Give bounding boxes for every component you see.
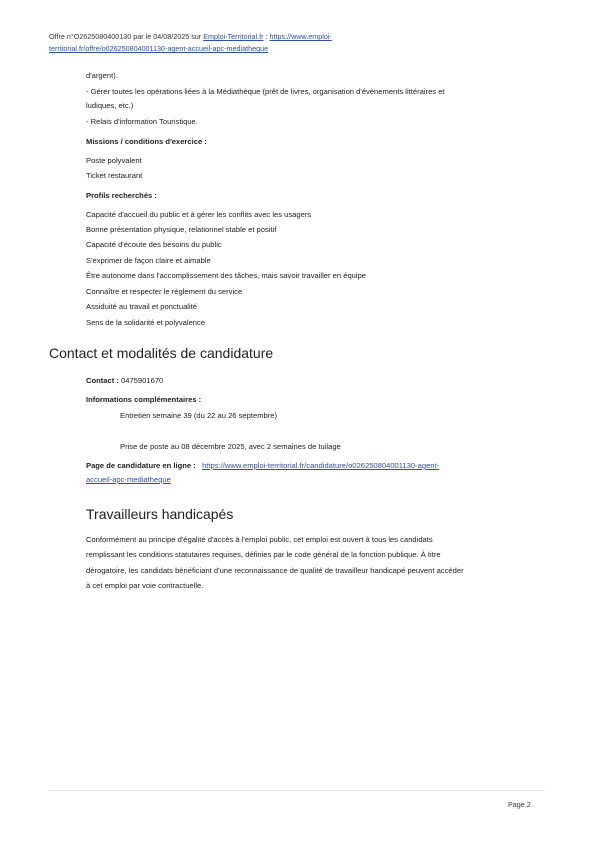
conditions-item: Ticket restaurant (86, 171, 143, 180)
info-line: Prise de poste au 08 décembre 2025, avec 2 semaines de tuilage (120, 442, 341, 451)
profil-item: S'exprimer de façon claire et aimable (86, 256, 211, 265)
application-page-row-2 (86, 476, 171, 484)
conditions-heading: Missions / conditions d'exercice : (86, 137, 207, 146)
handicap-line: Conformément au principe d'égalité d'accès à l'emploi public, cet emploi est ouvert à tous les candidats (86, 535, 433, 544)
offer-url-link-part2[interactable]: territorial.fr/offre/o026250804001130-agent-accueil-apc-mediatheque (49, 44, 269, 53)
handicap-section-title: Travailleurs handicapés (86, 506, 234, 522)
application-page-link-cont[interactable]: accueil-apc-mediatheque (86, 475, 171, 484)
contact-phone: 0475901670 (121, 376, 164, 385)
contact-row (86, 377, 163, 385)
offer-url-link-part1[interactable]: https://www.emploi- (269, 32, 332, 41)
info-line: Entretien semaine 39 (du 22 au 26 septembre) (120, 411, 278, 420)
handicap-line: remplissant les conditions statutaires requises, définies par le code général de la fonction publique. À titre (86, 550, 441, 559)
document-header-line2 (49, 45, 268, 52)
missions-line: ludiques, etc.) (86, 101, 134, 110)
profil-item: Être autonome dans l'accomplissement des tâches, mais savoir travailler en équipe (86, 271, 367, 280)
profils-heading: Profils recherchés : (86, 191, 157, 200)
contact-label: Contact : (86, 376, 119, 385)
contact-section-title: Contact et modalités de candidature (49, 345, 274, 361)
site-link[interactable]: Emploi-Territorial.fr (203, 32, 264, 41)
header-prefix: Offre n°O2625080400130 par le 04/08/2025 sur (49, 32, 204, 41)
profil-item: Assiduité au travail et ponctualité (86, 302, 198, 311)
handicap-line: dérogatoire, les candidats bénéficiant d'une reconnaissance de qualité de travailleur handicapé peuvent accéder (86, 566, 464, 575)
profil-item: Bonne présentation physique, relationnel stable et positif (86, 225, 277, 234)
profil-item: Capacité d'écoute des besoins du public (86, 240, 222, 249)
footer-divider (49, 790, 545, 791)
handicap-line: à cet emploi par voie contractuelle. (86, 581, 204, 590)
application-page-link[interactable]: https://www.emploi-territorial.fr/candidature/o026250804001130-agent- (202, 461, 440, 470)
header-separator: : (263, 32, 270, 41)
info-label: Informations complémentaires : (86, 395, 202, 404)
application-page-row (86, 462, 439, 470)
application-page-label: Page de candidature en ligne : (86, 461, 196, 470)
profil-item: Connaître et respecter le règlement du service (86, 287, 243, 296)
missions-line: - Gérer toutes les opérations liées à la Médiathèque (prêt de livres, organisation d'évènements littéraires et (86, 87, 445, 96)
missions-line: - Relais d'information Touristique. (86, 117, 198, 126)
page-number: Page 2 (508, 800, 531, 809)
profil-item: Sens de la solidarité et polyvalence (86, 318, 206, 327)
missions-line: d'argent). (86, 71, 118, 80)
document-header (49, 33, 332, 40)
profil-item: Capacité d'accueil du public et à gérer les conflits avec les usagers (86, 210, 312, 219)
conditions-item: Poste polyvalent (86, 156, 142, 165)
